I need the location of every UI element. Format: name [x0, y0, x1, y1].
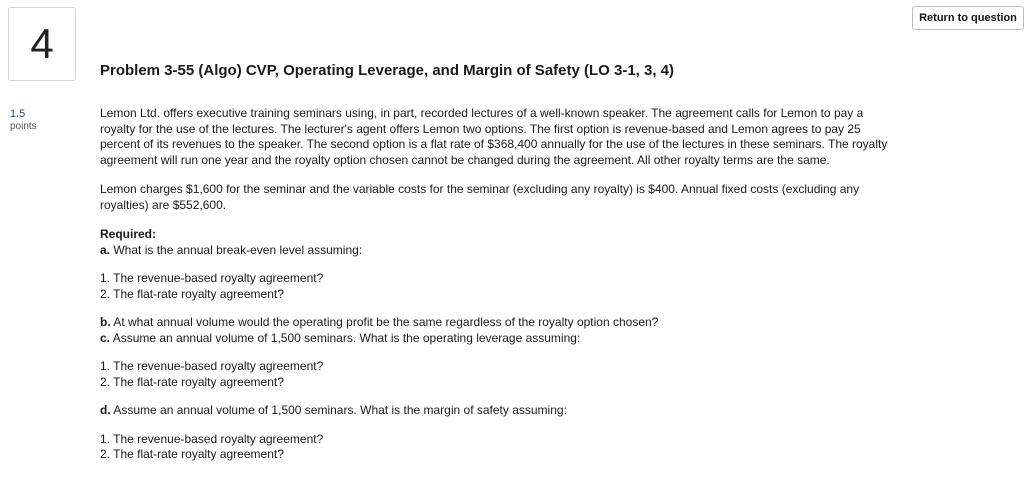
return-to-question-button[interactable]: Return to question [912, 6, 1024, 30]
problem-intro: Lemon Ltd. offers executive training seminars using, in part, recorded lectures of a well-known speaker. The agreement calls for Lemon to pay a royalty for the use of the lectures. The lecturer's agent offers Lemon two options. The first option is revenue-based and Lemon agrees to pay 25 percent of its revenues to the speaker. The second option is a flat rate of $368,400 annually for the use of the lectures in these seminars. The royalty agreement will run one year and the royalty option chosen cannot be changed during the agreement. All other royalty terms are the same. [100, 106, 888, 167]
part-b-text: At what annual volume would the operating profit be the same regardless of the royalty option chosen? [110, 315, 659, 329]
part-d-item: 2. The flat-rate royalty agreement? [100, 447, 284, 461]
part-d-question [100, 403, 900, 419]
part-a-question [100, 243, 900, 259]
part-c-label: c. [100, 330, 111, 345]
part-a-item: 1. The revenue-based royalty agreement? [100, 271, 324, 285]
part-a-item: 2. The flat-rate royalty agreement? [100, 286, 284, 301]
problem-costs: Lemon charges $1,600 for the seminar and the variable costs for the seminar (excluding any royalty) is $400. Annual fixed costs (excluding any royalties) are $552,600. [100, 182, 860, 212]
part-c-question [100, 331, 900, 347]
part-d-text: Assume an annual volume of 1,500 seminars. What is the margin of safety assuming: [110, 403, 567, 417]
part-c-item: 1. The revenue-based royalty agreement? [100, 359, 324, 373]
part-d-item: 1. The revenue-based royalty agreement? [100, 431, 324, 446]
part-a-label: a. [100, 242, 111, 257]
part-b-label: b. [100, 315, 111, 329]
part-b-question [100, 315, 900, 331]
points-indicator [10, 108, 37, 132]
points-value: 1.5 [10, 108, 26, 120]
part-c-item: 2. The flat-rate royalty agreement? [100, 374, 284, 389]
required-heading: Required: [100, 227, 157, 241]
part-c-text: Assume an annual volume of 1,500 seminars. What is the operating leverage assuming: [110, 330, 581, 345]
question-number: 4 [8, 7, 76, 81]
problem-content [100, 106, 900, 463]
part-a-text: What is the annual break-even level assuming: [110, 242, 363, 257]
points-label: points [10, 120, 37, 132]
part-d-label: d. [100, 403, 111, 417]
problem-title: Problem 3-55 (Algo) CVP, Operating Leverage, and Margin of Safety (LO 3-1, 3, 4) [100, 62, 675, 79]
